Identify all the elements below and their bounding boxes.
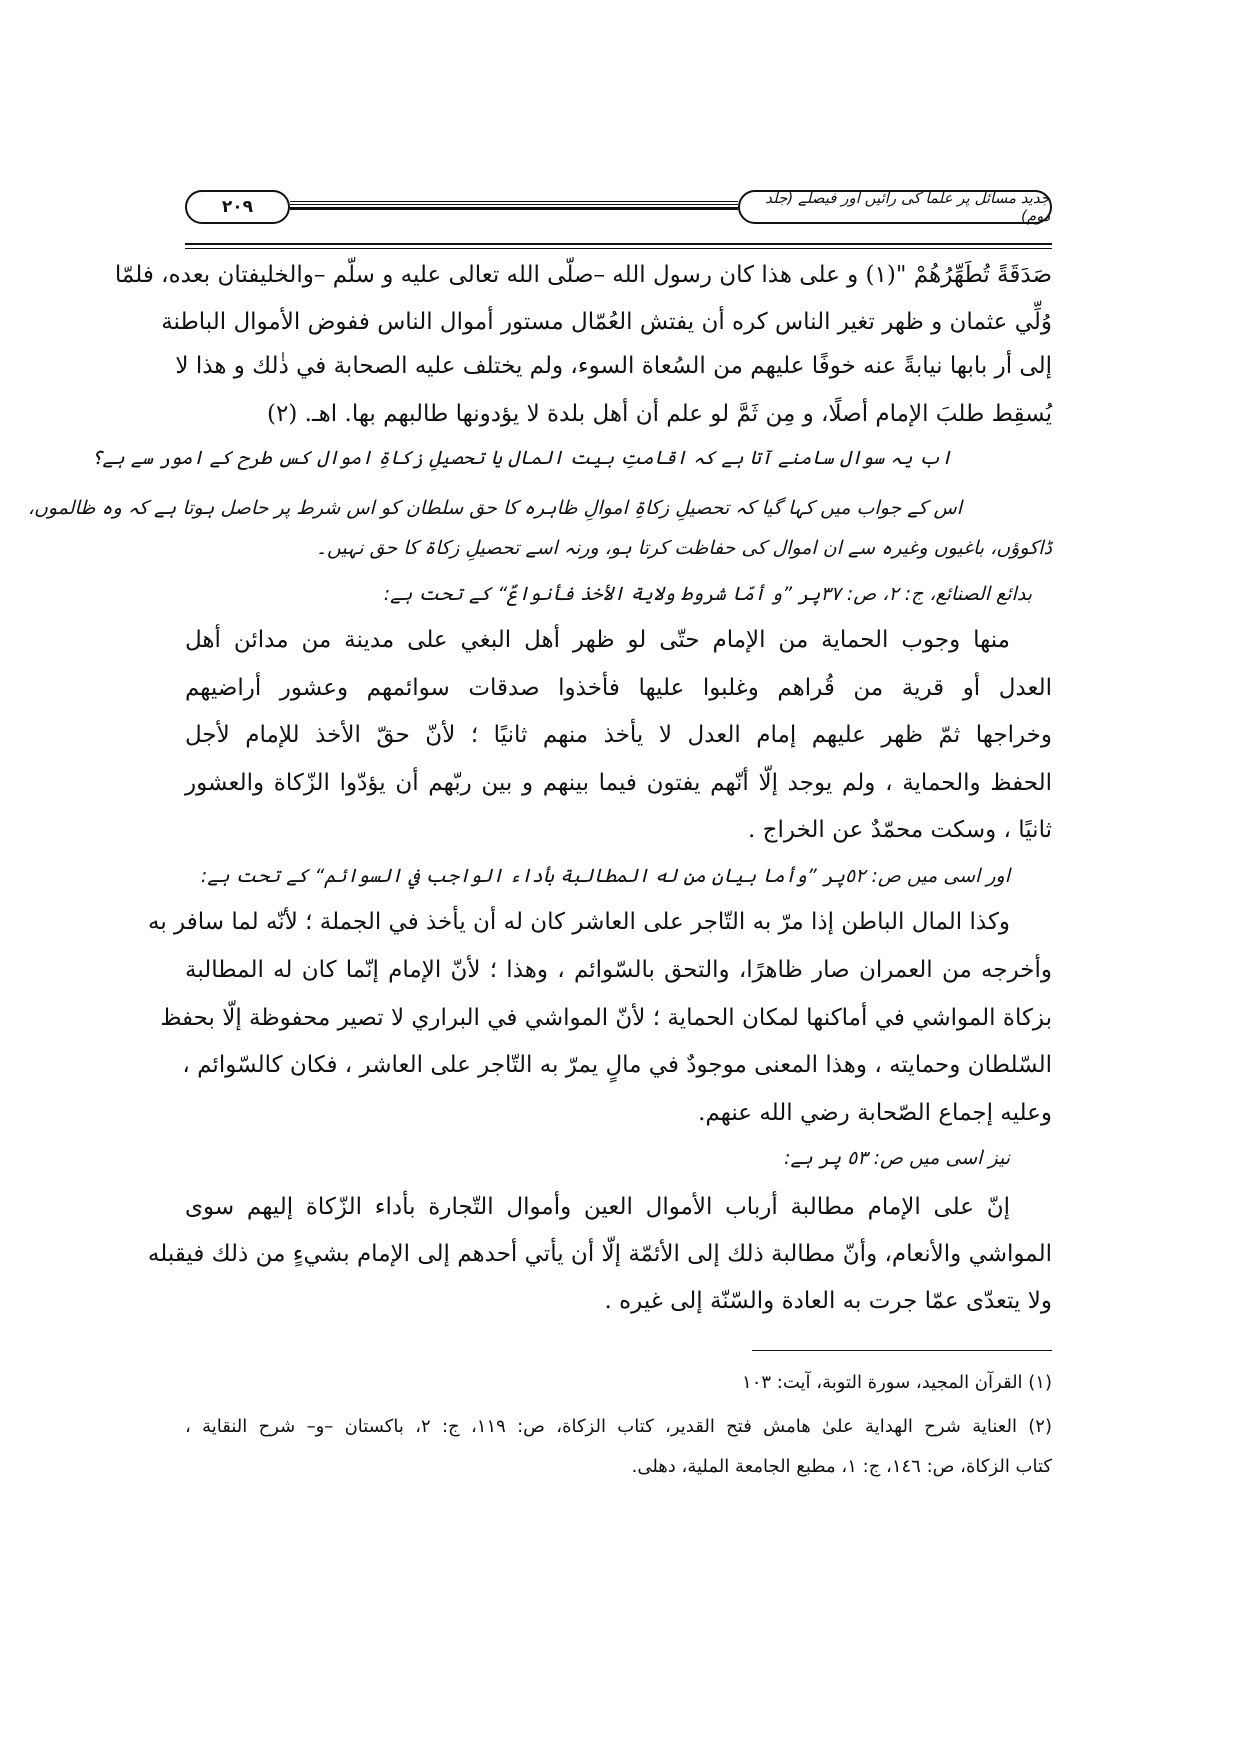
page-number-text: ٢٠٩	[221, 197, 254, 217]
footnote: (٢) العناية شرح الهداية علىٰ هامش فتح القدير، كتاب الزكاة، ص: ١١٩، ج: ٢، باكستان –و– شرح النقاية ،	[185, 1416, 1052, 1437]
body-line: إلى أر بابها نيابةً عنه خوفًا عليهم من السُعاة السوء، ولم يختلف عليه الصحابة في ذٰلك و هذا لا	[175, 353, 1052, 379]
quote-line: الحفظ والحماية ، ولم يوجد إلّا أنّهم يفتون فيما بينهم و بين ربّهم أن يؤدّوا الزّكاة والعشور	[185, 770, 1052, 796]
running-title-text: جدید مسائل پر علما کی رائیں اور فیصلے (جلد دوم)	[765, 189, 1050, 225]
quote-line: بزكاة المواشي في أماكنها لمكان الحماية ؛ لأنّ المواشي في البراري لا تصير محفوظة إلّا بحفظ	[160, 1005, 1052, 1031]
body-line: يُسقِط طلبَ الإمام أصلًا، و مِن ثَمَّ لو علم أن أهل بلدة لا يؤدونها طالبهم بها. اهـ. (٢)	[267, 401, 1052, 427]
footnote-separator	[752, 1350, 1052, 1351]
urdu-line: اس کے جواب میں کہا گیا کہ تحصیلِ زکاۃِ اموالِ ظاہرہ کا حق سلطان کو اس شرط پر حاصل ہوتا ہے کہ وہ ظالموں،	[27, 497, 962, 519]
quote-line: منها وجوب الحماية من الإمام حتّى لو ظهر أهل البغي على مدينة من مدائن أهل	[185, 627, 1010, 653]
urdu-line: اور اسی میں ص: ٥٢پر ”وأما بيان من له المطالبة بأداء الواجب في السوائم“ کے تحت ہے:	[200, 865, 1010, 887]
quote-line: ثانيًا ، وسكت محمّدٌ عن الخراج .	[748, 817, 1052, 843]
urdu-line: ڈاکوؤں، باغیوں وغیرہ سے ان اموال کی حفاظت کرتا ہو، ورنہ اسے تحصیلِ زکاۃ کا حق نہیں۔	[315, 537, 1052, 559]
quote-line: وعليه إجماع الصّحابة رضي الله عنهم.	[698, 1100, 1052, 1126]
header-divider	[290, 201, 738, 210]
header-rule	[185, 243, 1052, 249]
body-line: وُلِّي عثمان و ظهر تغير الناس كره أن يفتش العُمّال مستور أموال الناس ففوض الأموال الباطنة	[161, 309, 1052, 335]
footnote: كتاب الزكاة، ص: ١٤٦، ج: ١، مطبع الجامعة الملية، دهلى.	[631, 1456, 1052, 1477]
urdu-line: نیز اسی میں ص: ٥٣ پر ہے:	[784, 1147, 1010, 1169]
page-number	[185, 190, 290, 224]
footnote: (١) القرآن المجيد، سورة التوبة، آیت: ١٠٣	[742, 1372, 1052, 1393]
quote-line: ولا يتعدّى عمّا جرت به العادة والسّنّة إلى غيره .	[604, 1288, 1052, 1314]
urdu-line: اب یہ سوال سامنے آتا ہے کہ اقامتِ بیت المال یا تحصیلِ زکاۃِ اموال کس طرح کے امور سے ہے؟	[91, 447, 952, 469]
quote-line: وأخرجه من العمران صار ظاهرًا، والتحق بالسّوائم ، وهذا ؛ لأنّ الإمام إنّما كان له المطالبة	[185, 957, 1052, 983]
running-title	[738, 190, 1052, 224]
urdu-line: بدائع الصنائع، ج: ٢، ص: ٣٧پر ”و أمّا شروط ولاية الأخذ فأنواعٌ“ کے تحت ہے:	[383, 583, 1032, 605]
body-line: صَدَقَةً تُطَهِّرُهُمْ "(١) و على هذا كان رسول الله –صلّى الله تعالى عليه و سلّم –والخليفتان بعده، فلمّا	[114, 262, 1052, 288]
quote-line: المواشي والأنعام، وأنّ مطالبة ذلك إلى الأئمّة إلّا أن يأتي أحدهم إلى الإمام بشيءٍ من ذلك فيقبله	[147, 1241, 1052, 1267]
quote-line: إنّ على الإمام مطالبة أرباب الأموال العين وأموال التّجارة بأداء الزّكاة إليهم سوى	[185, 1194, 1010, 1220]
quote-line: السّلطان وحمايته ، وهذا المعنى موجودٌ في مالٍ يمرّ به التّاجر على العاشر ، فكان كالسّوائم ،	[182, 1052, 1052, 1078]
quote-line: وكذا المال الباطن إذا مرّ به التّاجر على العاشر كان له أن يأخذ في الجملة ؛ لأنّه لما سافر به	[148, 909, 1010, 935]
quote-line: العدل أو قرية من قُراهم وغلبوا عليها فأخذوا صدقات سوائمهم وعشور أراضيهم	[185, 675, 1052, 701]
quote-line: وخراجها ثمّ ظهر عليهم إمام العدل لا يأخذ منهم ثانيًا ؛ لأنّ حقّ الأخذ للإمام لأجل	[185, 722, 1052, 748]
